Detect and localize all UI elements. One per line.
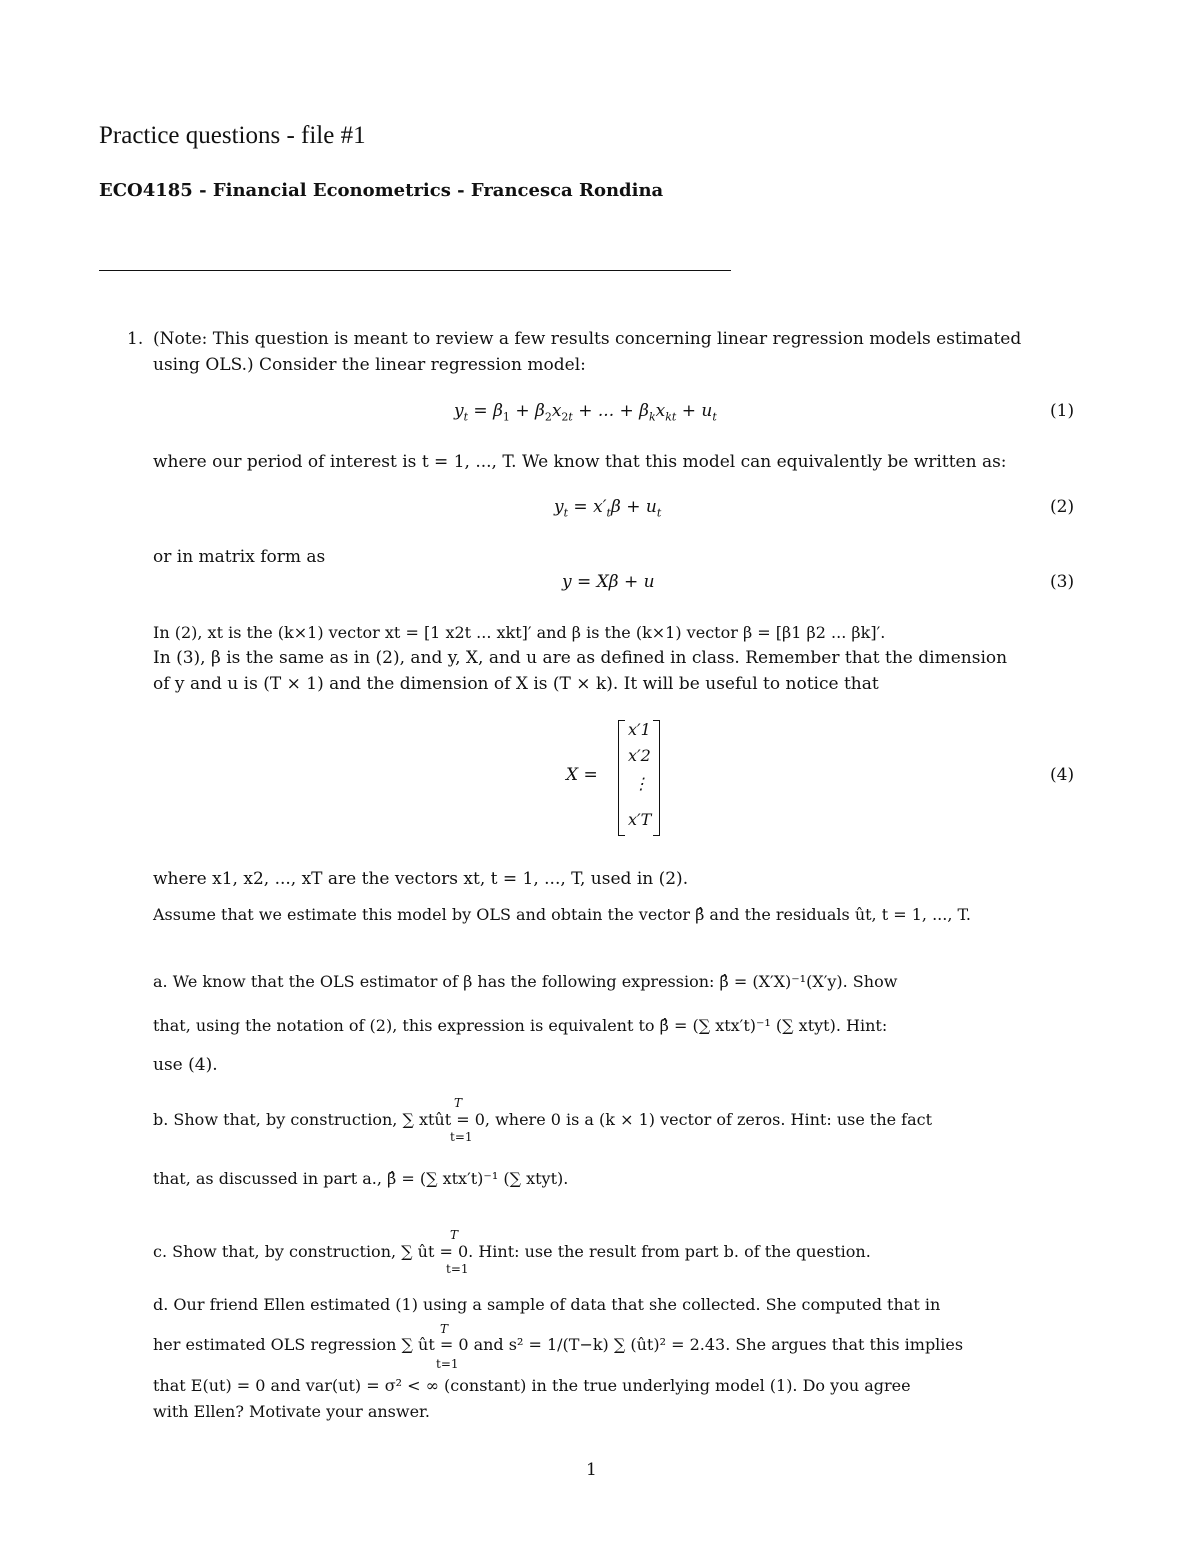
part-d-sum1-lower: t=1 xyxy=(436,1357,459,1371)
paragraph-vectors-line3: of y and u is (T × 1) and the dimension of X is (T × k). It will be useful to notice that xyxy=(153,674,879,694)
paragraph-assume-ols: Assume that we estimate this model by OLS and obtain the vector β̂ and the residuals ût, t = 1, ..., T. xyxy=(153,905,971,924)
horizontal-rule xyxy=(99,270,731,271)
equation-1: $y_t = \beta_1 + \beta_2x_{2t}$ + ... + $\beta_kx_{kt} + u_t$ xyxy=(454,401,717,424)
part-b-line1: b. Show that, by construction, ∑ xtût = 0, where 0 is a (k × 1) vector of zeros. Hint: use the fact xyxy=(153,1110,933,1129)
equation-4-number: (4) xyxy=(1050,765,1075,785)
matrix-x xyxy=(618,720,660,836)
part-b-line2: that, as discussed in part a., β̂ = (∑ xtx′t)⁻¹ (∑ xtyt). xyxy=(153,1169,569,1188)
part-d-line2: her estimated OLS regression ∑ ût = 0 and s² = 1/(T−k) ∑ (ût)² = 2.43. She argues that this implies xyxy=(153,1335,964,1354)
matrix-row-T: x′T xyxy=(628,810,652,829)
part-c-sum-lower: t=1 xyxy=(446,1262,469,1276)
paragraph-vectors-line1: In (2), xt is the (k×1) vector xt = [1 x2t ... xkt]′ and β is the (k×1) vector β = [β1 β2 ... βk]′. xyxy=(153,623,886,642)
page-title: Practice questions - file #1 xyxy=(99,122,366,149)
part-b-sum-lower: t=1 xyxy=(450,1130,473,1144)
page-number: 1 xyxy=(586,1460,597,1480)
part-c-sum-upper: T xyxy=(450,1228,459,1242)
right-bracket xyxy=(653,720,660,836)
left-bracket xyxy=(618,720,625,836)
equation-2-number: (2) xyxy=(1050,497,1075,517)
part-d-sum1-upper: T xyxy=(440,1322,449,1336)
part-d-line1: d. Our friend Ellen estimated (1) using a sample of data that she collected. She computed that in xyxy=(153,1295,941,1314)
part-a-line3: use (4). xyxy=(153,1055,218,1075)
part-c-line1: c. Show that, by construction, ∑ ût = 0. Hint: use the result from part b. of the question. xyxy=(153,1242,871,1261)
question-intro-line2: using OLS.) Consider the linear regression model: xyxy=(153,355,586,375)
course-subtitle: ECO4185 - Financial Econometrics - Francesca Rondina xyxy=(99,180,664,201)
part-a-line1: a. We know that the OLS estimator of β has the following expression: β̂ = (X′X)⁻¹(X′y). Show xyxy=(153,972,898,991)
equation-3: y = Xβ + u xyxy=(562,572,655,592)
matrix-row-dots: ⋮ xyxy=(633,774,649,793)
equation-3-number: (3) xyxy=(1050,572,1075,592)
part-d-line3: that E(ut) = 0 and var(ut) = σ² < ∞ (constant) in the true underlying model (1). Do you agree xyxy=(153,1376,911,1395)
part-a-line2: that, using the notation of (2), this expression is equivalent to β̂ = (∑ xtx′t)⁻¹ (∑ xtyt). Hint: xyxy=(153,1016,888,1035)
matrix-row-1: x′1 xyxy=(628,720,651,739)
paragraph-matrix-form: or in matrix form as xyxy=(153,547,326,567)
part-b-sum-upper: T xyxy=(454,1096,463,1110)
equation-1-number: (1) xyxy=(1050,401,1075,421)
part-d-line4: with Ellen? Motivate your answer. xyxy=(153,1402,431,1421)
paragraph-period: where our period of interest is t = 1, ..., T. We know that this model can equivalently be written as: xyxy=(153,452,1007,472)
question-intro-line1: (Note: This question is meant to review a few results concerning linear regression models estimated xyxy=(153,329,1022,349)
question-number: 1. xyxy=(127,329,144,349)
paragraph-vectors-used: where x1, x2, ..., xT are the vectors xt, t = 1, ..., T, used in (2). xyxy=(153,869,689,889)
matrix-row-2: x′2 xyxy=(628,746,651,765)
equation-4-lhs: X = xyxy=(566,765,598,785)
equation-2: $y_t = x'_t\beta + u_t$ xyxy=(554,497,662,520)
paragraph-vectors-line2: In (3), β is the same as in (2), and y, X, and u are as defined in class. Remember that the dimension xyxy=(153,648,1008,668)
